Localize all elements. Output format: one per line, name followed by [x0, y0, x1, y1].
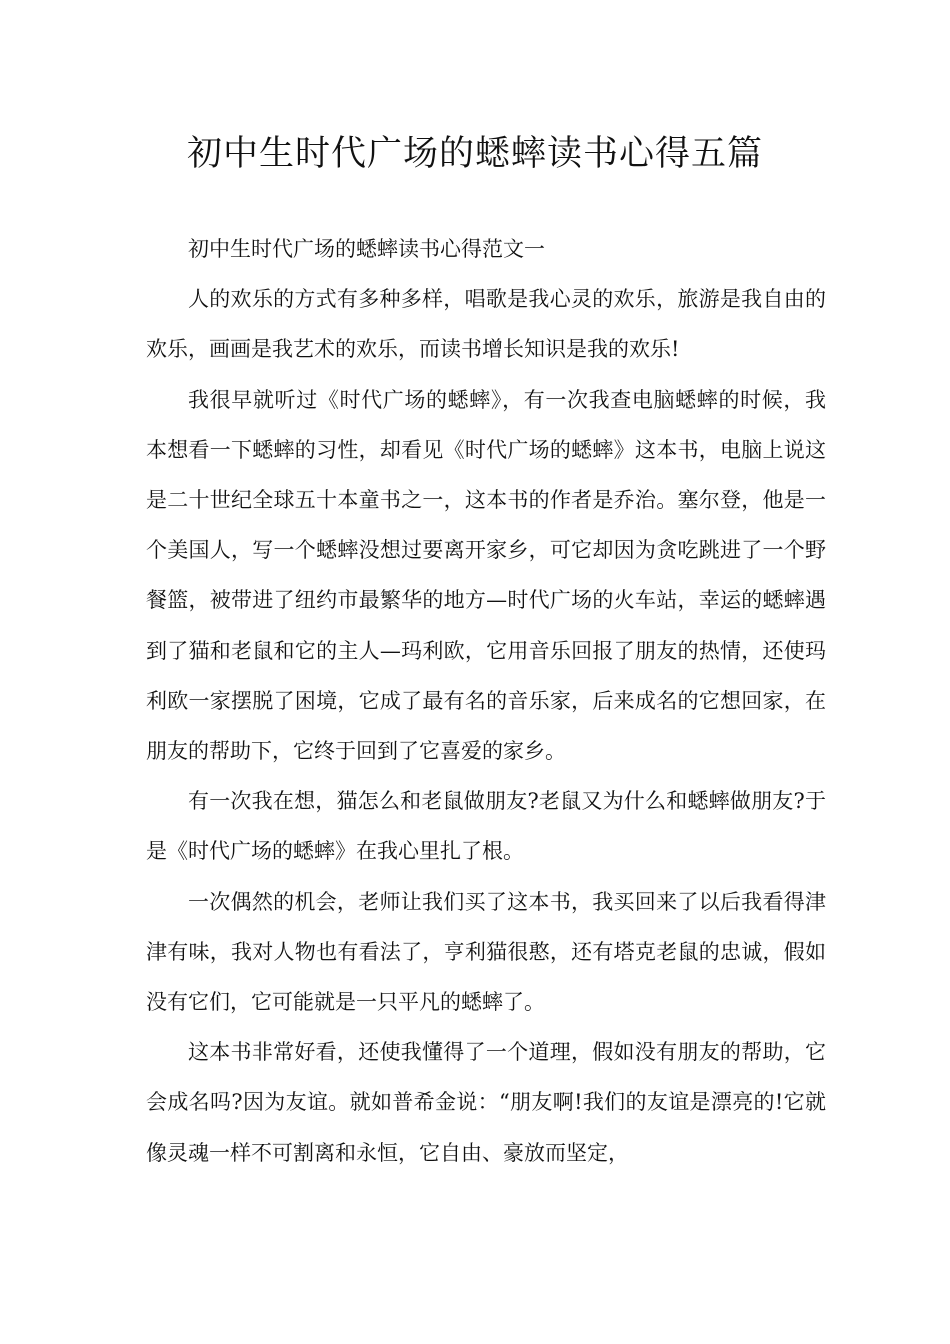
paragraph-1: 人的欢乐的方式有多种多样，唱歌是我心灵的欢乐，旅游是我自由的欢乐，画画是我艺术的欢乐，而读书增长知识是我的欢乐!	[146, 287, 826, 362]
paragraph-3: 有一次我在想，猫怎么和老鼠做朋友?老鼠又为什么和蟋蟀做朋友?于是《时代广场的蟋蟀》在我心里扎了根。	[146, 789, 826, 864]
document-body	[146, 224, 826, 1178]
paragraph-2: 我很早就听过《时代广场的蟋蟀》，有一次我查电脑蟋蟀的时候，我本想看一下蟋蟀的习性，却看见《时代广场的蟋蟀》这本书，电脑上说这是二十世纪全球五十本童书之一，这本书的作者是乔治。塞尔登，他是一个美国人，写一个蟋蟀没想过要离开家乡，可它却因为贪吃跳进了一个野餐篮，被带进了纽约市最繁华的地方—时代广场的火车站，幸运的蟋蟀遇到了猫和老鼠和它的主人—玛利欧，它用音乐回报了朋友的热情，还使玛利欧一家摆脱了困境，它成了最有名的音乐家，后来成名的它想回家，在朋友的帮助下，它终于回到了它喜爱的家乡。	[146, 387, 826, 764]
paragraph-5: 这本书非常好看，还使我懂得了一个道理，假如没有朋友的帮助，它会成名吗?因为友谊。就如普希金说：“朋友啊!我们的友谊是漂亮的!它就像灵魂一样不可割离和永恒，它自由、豪放而坚定，	[146, 1040, 826, 1165]
section-heading: 初中生时代广场的蟋蟀读书心得范文一	[188, 237, 545, 261]
document-title: 初中生时代广场的蟋蟀读书心得五篇	[186, 134, 763, 174]
paragraph-4: 一次偶然的机会，老师让我们买了这本书，我买回来了以后我看得津津有味，我对人物也有看法了，亨利猫很憨，还有塔克老鼠的忠诚，假如没有它们，它可能就是一只平凡的蟋蟀了。	[146, 889, 826, 1015]
